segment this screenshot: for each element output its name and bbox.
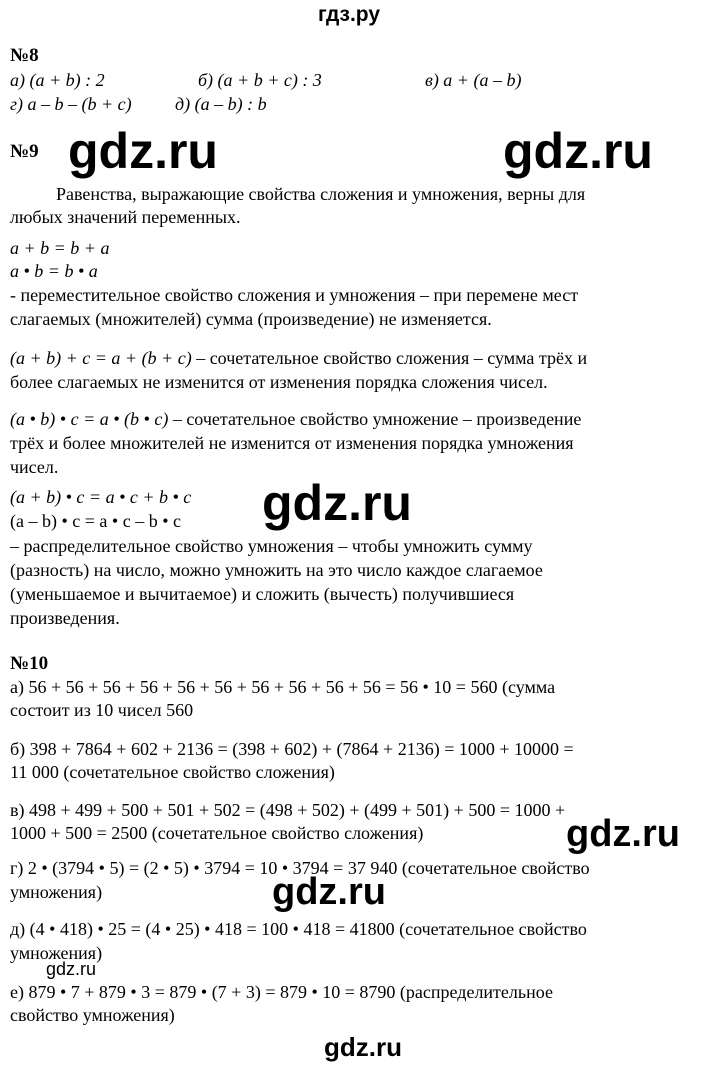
task-8-g: г) a – b – (b + c) <box>10 94 132 114</box>
task-9-eq-1: a + b = b + a <box>10 238 110 258</box>
watermark-1: gdz.ru <box>68 123 218 179</box>
task-10-b-1: б) 398 + 7864 + 602 + 2136 = (398 + 602) + (7864 + 2136) = 1000 + 10000 = <box>10 739 574 759</box>
task-10-g-1: г) 2 • (3794 • 5) = (2 • 5) • 3794 = 10 • 3794 = 37 940 (сочетательное свойство <box>10 858 590 878</box>
task-9-assoc-add-2: более слагаемых не изменится от изменения порядка сложения чисел. <box>10 372 548 392</box>
task-9-assoc-mul-2: трёх и более множителей не изменится от изменения порядка умножения <box>10 433 574 453</box>
site-header: гдз.ру <box>318 3 381 26</box>
task-9-intro-1: Равенства, выражающие свойства сложения и умножения, верны для <box>56 184 586 204</box>
task-9-dist-4: произведения. <box>10 608 120 628</box>
task-8-a: а) (a + b) : 2 <box>10 70 105 90</box>
watermark-2: gdz.ru <box>503 123 653 179</box>
watermark-3: gdz.ru <box>262 475 412 531</box>
task-8-d: д) (a – b) : b <box>175 94 267 114</box>
task-9-dist-eq-1: (a + b) • c = a • c + b • c <box>10 487 192 507</box>
task-8-title: №8 <box>10 45 39 66</box>
watermark-5: gdz.ru <box>272 871 386 913</box>
task-9-dist-eq-2: (a – b) • c = a • c – b • c <box>10 511 181 531</box>
task-10-e-2: свойство умножения) <box>10 1005 175 1025</box>
task-10-d-2: умножения) <box>10 943 103 963</box>
task-9-assoc-add-1 <box>10 346 587 370</box>
task-9-title: №9 <box>10 141 39 162</box>
task-8-b: б) (a + b + c) : 3 <box>198 70 322 90</box>
task-9-comm-1: - переместительное свойство сложения и умножения – при перемене мест <box>10 285 579 305</box>
task-10-a-2: состоит из 10 чисел 560 <box>10 700 194 720</box>
assoc-add-text: – сочетательное свойство сложения – сумма трёх и <box>191 348 588 368</box>
task-10-e-1: е) 879 • 7 + 879 • 3 = 879 • (7 + 3) = 879 • 10 = 8790 (распределительное <box>10 982 553 1002</box>
task-10-title: №10 <box>10 653 49 674</box>
task-10-v-2: 1000 + 500 = 2500 (сочетательное свойство сложения) <box>10 823 424 843</box>
task-10-a-1: а) 56 + 56 + 56 + 56 + 56 + 56 + 56 + 56 + 56 + 56 = 56 • 10 = 560 (сумма <box>10 677 556 697</box>
task-9-comm-2: слагаемых (множителей) сумма (произведение) не изменяется. <box>10 309 492 329</box>
task-9-assoc-mul-3: чисел. <box>10 457 59 477</box>
task-9-assoc-mul-1 <box>10 407 581 431</box>
watermark-7: gdz.ru <box>324 1032 402 1062</box>
task-9-dist-1: – распределительное свойство умножения – чтобы умножить сумму <box>10 536 533 556</box>
task-9-intro-2: любых значений переменных. <box>10 207 241 227</box>
assoc-mul-formula: (a • b) • c = a • (b • c) <box>10 409 169 429</box>
task-9-eq-2: a • b = b • a <box>10 261 98 281</box>
watermark-4: gdz.ru <box>566 813 680 855</box>
task-9-dist-2: (разность) на число, можно умножить на это число каждое слагаемое <box>10 560 543 580</box>
task-10-b-2: 11 000 (сочетательное свойство сложения) <box>10 762 335 782</box>
assoc-mul-text: – сочетательное свойство умножение – произведение <box>168 409 582 429</box>
task-10-v-1: в) 498 + 499 + 500 + 501 + 502 = (498 + 502) + (499 + 501) + 500 = 1000 + <box>10 800 566 820</box>
task-10-d-1: д) (4 • 418) • 25 = (4 • 25) • 418 = 100 • 418 = 41800 (сочетательное свойство <box>10 919 587 939</box>
task-10-g-2: умножения) <box>10 882 103 902</box>
assoc-add-formula: (a + b) + c = a + (b + c) <box>10 348 192 368</box>
task-9-dist-3: (уменьшаемое и вычитаемое) и сложить (вычесть) получившиеся <box>10 584 515 604</box>
watermark-6: gdz.ru <box>46 959 97 979</box>
task-8-v: в) a + (a – b) <box>425 70 522 90</box>
